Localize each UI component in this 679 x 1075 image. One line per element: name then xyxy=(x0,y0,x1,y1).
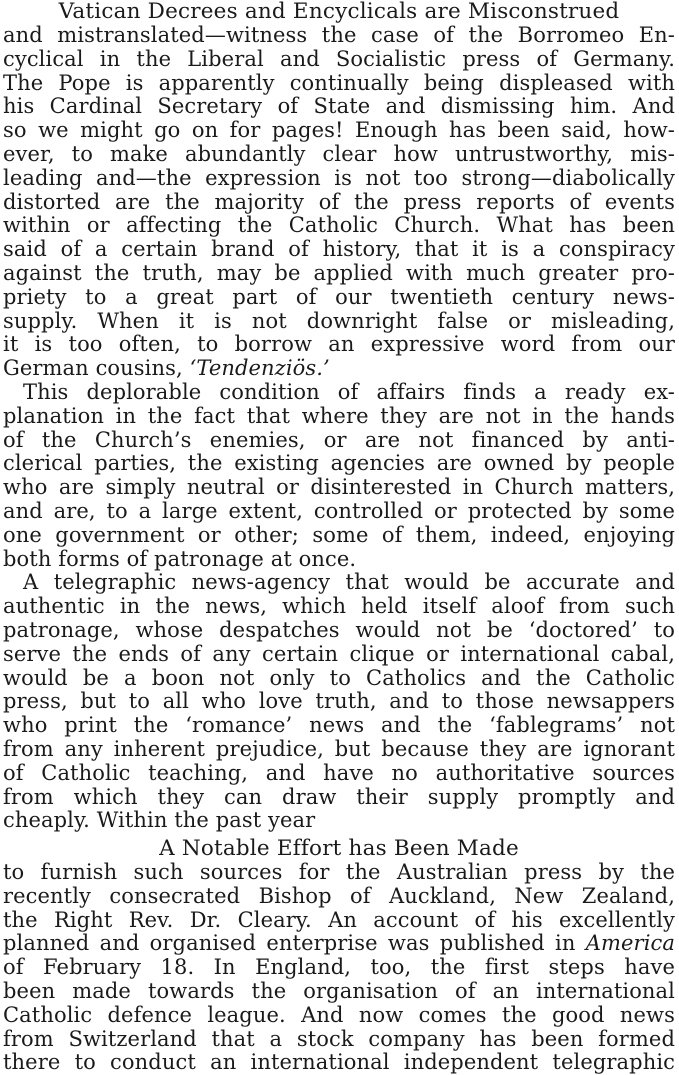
text-line: priety to a great part of our twentieth century news- xyxy=(3,285,675,309)
text-line: The Pope is apparently continually being displeased with xyxy=(3,71,675,95)
text-line: of Catholic teaching, and have no authoritative sources xyxy=(3,761,675,785)
section-heading-vatican-decrees: Vatican Decrees and Encyclicals are Misconstrued xyxy=(58,0,620,24)
text-line: the Right Rev. Dr. Cleary. An account of his excellently xyxy=(3,908,675,932)
text-line: patronage, whose despatches would not be ‘doctored’ to xyxy=(3,618,675,642)
text-line: been made towards the organisation of an international xyxy=(3,980,675,1004)
text-line: This deplorable condition of affairs finds a ready ex- xyxy=(23,380,675,404)
text-line: recently consecrated Bishop of Auckland, New Zealand, xyxy=(3,884,675,908)
text-line: planation in the fact that where they are not in the hands xyxy=(3,404,675,428)
text-line: clerical parties, the existing agencies are owned by people xyxy=(3,452,675,476)
text-line: so we might go on for pages! Enough has been said, how- xyxy=(3,119,675,143)
text-line: one government or other; some of them, indeed, enjoying xyxy=(3,523,675,547)
text-line: said of a certain brand of history, that it is a conspiracy xyxy=(3,238,675,262)
text-line: to furnish such sources for the Australian press by the xyxy=(3,861,675,885)
text-line: it is too often, to borrow an expressive word from our xyxy=(3,333,675,357)
text-line: ever, to make abundantly clear how untrustworthy, mis- xyxy=(3,142,675,166)
text-line: within or affecting the Catholic Church. What has been xyxy=(3,214,675,238)
text-line: his Cardinal Secretary of State and dismissing him. And xyxy=(3,95,675,119)
italic-term: ‘Tendenziös.’ xyxy=(189,357,330,381)
text-line: who are simply neutral or disinterested in Church matters, xyxy=(3,476,675,500)
text-line: serve the ends of any certain clique or international cabal, xyxy=(3,642,675,666)
text-line xyxy=(3,932,675,956)
text-line xyxy=(3,357,675,381)
text-line: cyclical in the Liberal and Socialistic press of Germany. xyxy=(3,47,675,71)
italic-term: America xyxy=(585,932,675,956)
text-line: both forms of patronage at once. xyxy=(3,547,357,571)
text-line: would be a boon not only to Catholics and the Catholic xyxy=(3,666,675,690)
text-line: against the truth, may be applied with much greater pro- xyxy=(3,261,675,285)
text-line: cheaply. Within the past year xyxy=(3,809,316,833)
text-line: Catholic defence league. And now comes the good news xyxy=(3,1003,675,1027)
section-body-1 xyxy=(3,24,675,833)
text-line: distorted are the majority of the press reports of events xyxy=(3,190,675,214)
text-fragment: planned and organised enterprise was published in xyxy=(3,932,576,956)
text-line: leading and—the expression is not too strong—diabolically xyxy=(3,166,675,190)
text-line: and mistranslated—witness the case of the Borromeo En- xyxy=(3,24,675,47)
text-line: supply. When it is not downright false or misleading, xyxy=(3,309,675,333)
text-line: from which they can draw their supply promptly and xyxy=(3,785,675,809)
section-heading-notable-effort: A Notable Effort has Been Made xyxy=(159,837,519,862)
text-line: there to conduct an international independent telegraphic xyxy=(3,1051,675,1075)
text-line: of February 18. In England, too, the first steps have xyxy=(3,956,675,980)
text-line: from Switzerland that a stock company has been formed xyxy=(3,1027,675,1051)
text-line: and are, to a large extent, controlled or protected by some xyxy=(3,499,675,523)
text-line: of the Church’s enemies, or are not financed by anti- xyxy=(3,428,675,452)
text-line: press, but to all who love truth, and to those newsappers xyxy=(3,690,675,714)
article-page xyxy=(3,0,675,1075)
section-body-2 xyxy=(3,861,675,1075)
text-line: who print the ‘romance’ news and the ‘fablegrams’ not xyxy=(3,714,675,738)
text-line: from any inherent prejudice, but because they are ignorant xyxy=(3,737,675,761)
text-line: A telegraphic news-agency that would be accurate and xyxy=(23,571,675,595)
text-line: authentic in the news, which held itself aloof from such xyxy=(3,595,675,619)
text-fragment: German cousins, xyxy=(3,357,183,381)
